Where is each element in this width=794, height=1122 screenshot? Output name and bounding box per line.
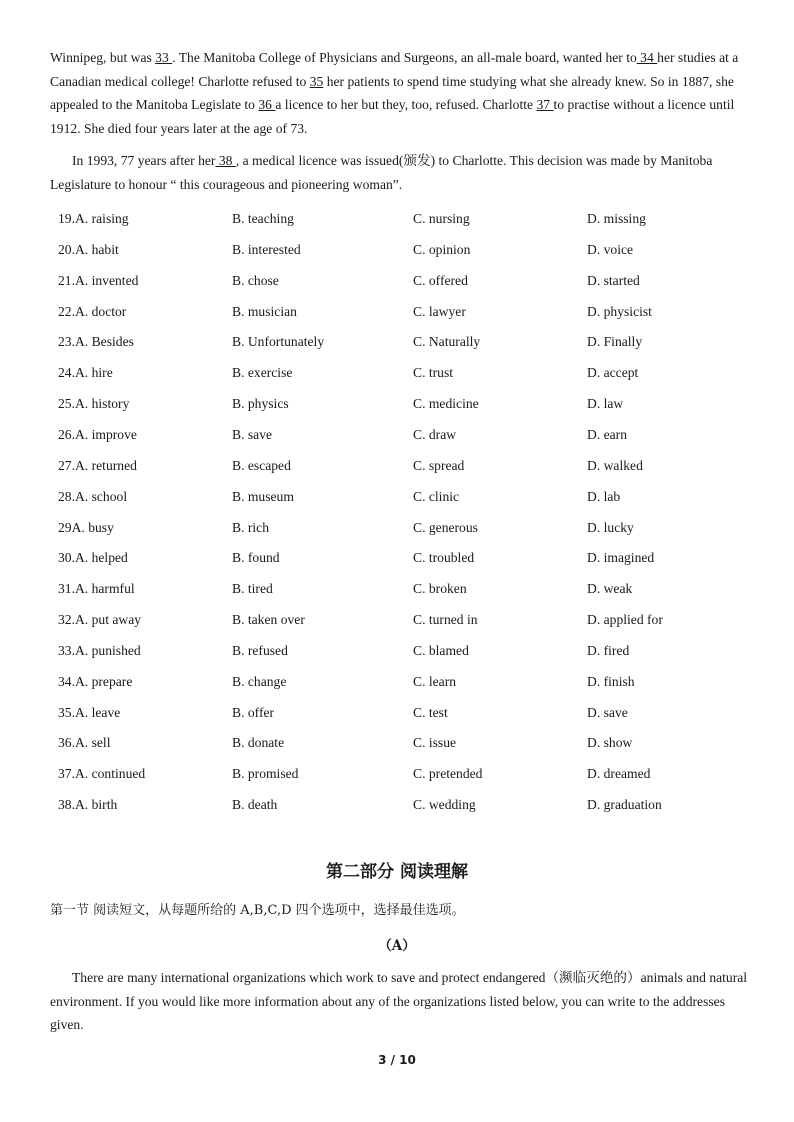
option-row bbox=[0, 608, 794, 632]
option-b: B. death bbox=[232, 797, 278, 813]
option-b: B. donate bbox=[232, 735, 285, 751]
option-d: D. lab bbox=[587, 488, 621, 504]
blank-33: 33 bbox=[155, 50, 173, 65]
option-b: B. taken over bbox=[232, 612, 305, 628]
option-a: 28.A. school bbox=[58, 488, 128, 504]
option-row bbox=[0, 670, 794, 694]
option-c: C. nursing bbox=[413, 211, 470, 226]
option-row bbox=[0, 762, 794, 786]
option-a: 38.A. birth bbox=[58, 797, 118, 813]
passage-text: . The Manitoba College of Physicians and Surgeons, an all-male board, wanted her to bbox=[172, 50, 637, 65]
option-b: B. change bbox=[232, 673, 287, 689]
option-d: D. law bbox=[587, 396, 624, 412]
option-row bbox=[0, 639, 794, 663]
option-c: C. pretended bbox=[413, 766, 483, 782]
option-d: D. graduation bbox=[587, 797, 662, 813]
option-c: C. learn bbox=[413, 673, 457, 689]
passage-text: Winnipeg, but was bbox=[50, 50, 156, 65]
option-c: C. clinic bbox=[413, 488, 460, 504]
blank-38: 38 bbox=[215, 153, 236, 168]
option-b: B. museum bbox=[232, 488, 294, 504]
option-a: 33.A. punished bbox=[58, 642, 141, 658]
option-d: D. voice bbox=[587, 241, 634, 257]
section-title: 第二部分 阅读理解 bbox=[326, 862, 468, 882]
option-row bbox=[0, 793, 794, 817]
option-c: C. wedding bbox=[413, 797, 476, 813]
option-a: 26.A. improve bbox=[58, 426, 137, 442]
option-row bbox=[0, 300, 794, 324]
option-b: B. offer bbox=[232, 704, 275, 720]
option-a: 36.A. sell bbox=[58, 735, 111, 751]
option-a: 20.A. habit bbox=[58, 241, 119, 257]
passage-text: , a medical licence was issued(颁发) to Charlotte. This decision was made by Manitoba Legislature to honour “ this courageous and pioneering woman”. bbox=[50, 153, 713, 192]
option-b: B. musician bbox=[232, 303, 297, 319]
option-d: D. lucky bbox=[587, 519, 634, 535]
option-c: C. issue bbox=[413, 735, 457, 751]
option-b: B. refused bbox=[232, 642, 288, 658]
option-b: B. chose bbox=[232, 272, 279, 288]
option-d: D. dreamed bbox=[587, 766, 651, 782]
option-b: B. rich bbox=[232, 519, 269, 535]
option-b: B. teaching bbox=[232, 211, 294, 226]
blank-36: 36 bbox=[258, 97, 276, 112]
option-c: C. broken bbox=[413, 581, 467, 597]
option-c: C. spread bbox=[413, 457, 465, 473]
option-row bbox=[0, 546, 794, 570]
option-a: 25.A. history bbox=[58, 396, 130, 412]
option-b: B. physics bbox=[232, 396, 289, 412]
option-b: B. found bbox=[232, 550, 280, 566]
option-d: D. walked bbox=[587, 457, 643, 473]
option-c: C. blamed bbox=[413, 642, 469, 658]
passage-text: a licence to her but they, too, refused. Charlotte bbox=[275, 97, 537, 112]
option-c: C. test bbox=[413, 704, 448, 720]
option-row bbox=[0, 269, 794, 293]
option-a: 30.A. helped bbox=[58, 550, 128, 566]
option-c: C. trust bbox=[413, 365, 454, 381]
option-b: B. escaped bbox=[232, 457, 291, 473]
option-d: D. applied for bbox=[587, 612, 663, 628]
reading-intro-paragraph: There are many international organizations which work to save and protect endangered（濒临灭绝的）animals and natural environment. If you would like more information about any of the organizations listed below, you can write to the addresses given. bbox=[50, 970, 748, 1032]
option-c: C. Naturally bbox=[413, 334, 481, 350]
page-number: 3 / 10 bbox=[378, 1053, 416, 1067]
option-d: D. accept bbox=[587, 365, 639, 381]
option-a: 31.A. harmful bbox=[58, 581, 135, 597]
option-row bbox=[0, 423, 794, 447]
option-row bbox=[0, 454, 794, 478]
option-d: D. weak bbox=[587, 581, 633, 597]
passage-text: her studies at a Canadian medical college! Charlotte refused to bbox=[50, 50, 739, 89]
option-b: B. interested bbox=[232, 241, 301, 257]
option-b: B. save bbox=[232, 426, 273, 442]
passage-paragraph-1 bbox=[50, 46, 750, 140]
passage-subtitle: （A） bbox=[378, 938, 416, 954]
blank-34: 34 bbox=[636, 50, 658, 65]
option-d: D. Finally bbox=[587, 334, 643, 350]
option-d: D. started bbox=[587, 272, 640, 288]
option-row bbox=[0, 238, 794, 262]
option-row bbox=[0, 516, 794, 540]
option-d: D. finish bbox=[587, 673, 635, 689]
option-d: D. save bbox=[587, 704, 628, 720]
option-a: 21.A. invented bbox=[58, 272, 139, 288]
option-c: C. generous bbox=[413, 519, 478, 535]
option-a: 24.A. hire bbox=[58, 365, 113, 381]
option-a: 32.A. put away bbox=[58, 612, 142, 628]
option-b: B. promised bbox=[232, 766, 299, 782]
option-d: D. show bbox=[587, 735, 633, 751]
option-row bbox=[0, 485, 794, 509]
passage-text: her patients to spend time studying what she already knew. So in 1887, she appealed to the Manitoba Legislate to bbox=[50, 73, 734, 112]
passage-text: to practise without a licence until 1912. She died four years later at the age of 73. bbox=[50, 97, 735, 136]
option-a: 19.A. raising bbox=[58, 211, 129, 226]
option-d: D. earn bbox=[587, 426, 628, 442]
option-d: D. imagined bbox=[587, 550, 655, 566]
option-c: C. lawyer bbox=[413, 303, 466, 319]
option-d: D. fired bbox=[587, 642, 630, 658]
option-a: 34.A. prepare bbox=[58, 673, 133, 689]
option-row bbox=[0, 701, 794, 725]
option-b: B. exercise bbox=[232, 365, 293, 381]
option-c: C. draw bbox=[413, 426, 457, 442]
option-a: 35.A. leave bbox=[58, 704, 121, 720]
option-a: 27.A. returned bbox=[58, 457, 137, 473]
option-a: 29A. busy bbox=[58, 519, 114, 535]
option-c: C. opinion bbox=[413, 241, 471, 257]
option-row bbox=[0, 207, 794, 231]
option-row bbox=[0, 330, 794, 354]
passage-paragraph-2 bbox=[50, 149, 750, 196]
blank-35: 35 bbox=[309, 73, 324, 89]
blank-37: 37 bbox=[536, 97, 554, 112]
option-row bbox=[0, 577, 794, 601]
option-a: 23.A. Besides bbox=[58, 334, 134, 350]
option-c: C. turned in bbox=[413, 612, 478, 628]
option-b: B. Unfortunately bbox=[232, 334, 325, 350]
option-row bbox=[0, 361, 794, 385]
option-d: D. missing bbox=[587, 211, 646, 226]
option-row bbox=[0, 731, 794, 755]
option-b: B. tired bbox=[232, 581, 273, 597]
option-c: C. medicine bbox=[413, 396, 479, 412]
option-row bbox=[0, 392, 794, 416]
option-a: 37.A. continued bbox=[58, 766, 146, 782]
passage-text: In 1993, 77 years after her bbox=[72, 153, 216, 168]
option-d: D. physicist bbox=[587, 303, 652, 319]
option-c: C. troubled bbox=[413, 550, 475, 566]
option-c: C. offered bbox=[413, 272, 468, 288]
section-instruction: 第一节 阅读短文，从每题所给的 A,B,C,D 四个选项中，选择最佳选项。 bbox=[50, 903, 465, 918]
option-a: 22.A. doctor bbox=[58, 303, 127, 319]
